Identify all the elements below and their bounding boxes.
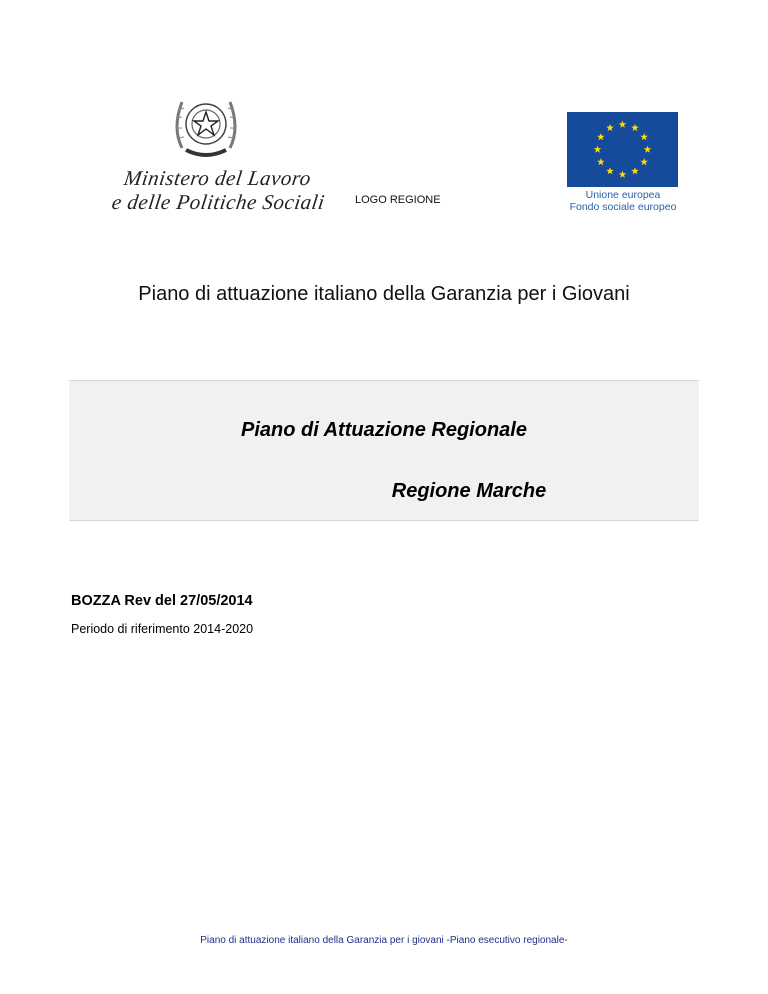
ministry-name-line2: e delle Politiche Sociali	[110, 190, 327, 214]
draft-revision: BOZZA Rev del 27/05/2014	[71, 593, 253, 609]
eu-label-line1: Unione europea	[585, 189, 661, 201]
eu-flag-icon	[567, 112, 678, 187]
plan-title: Piano di Attuazione Regionale	[241, 419, 527, 441]
page-footer: Piano di attuazione italiano della Garanzia per i giovani -Piano esecutivo regionale-	[200, 935, 568, 946]
logo-regione-placeholder: LOGO REGIONE	[355, 194, 441, 206]
italian-republic-emblem-icon	[168, 88, 244, 164]
eu-label-line2: Fondo sociale europeo	[569, 201, 677, 213]
ministry-name-line1: Ministero del Lavoro	[122, 166, 313, 190]
document-title: Piano di attuazione italiano della Garanzia per i Giovani	[138, 283, 630, 305]
region-name: Regione Marche	[391, 480, 547, 502]
reference-period: Periodo di riferimento 2014-2020	[71, 622, 254, 636]
